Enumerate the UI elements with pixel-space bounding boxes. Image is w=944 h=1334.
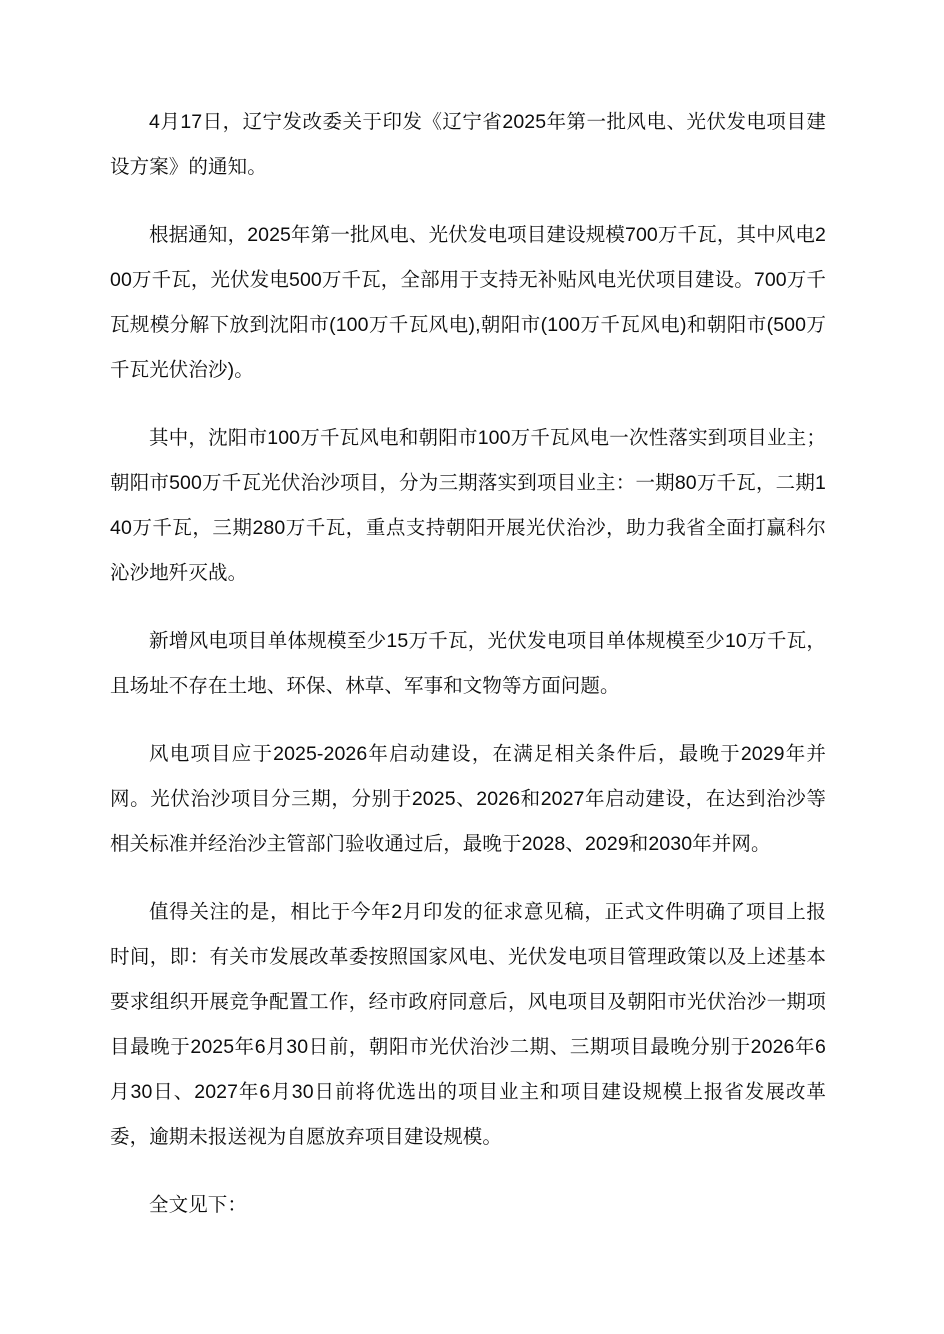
paragraph-minimum-project-size: 新增风电项目单体规模至少15万千瓦，光伏发电项目单体规模至少10万千瓦，且场址不存在土地、环保、林草、军事和文物等方面问题。 [110,630,826,697]
paragraph-reporting-deadlines: 值得关注的是，相比于今年2月印发的征求意见稿，正式文件明确了项目上报时间，即：有关市发展改革委按照国家风电、光伏发电项目管理政策以及上述基本要求组织开展竞争配置工作，经市政府同意后，风电项目及朝阳市光伏治沙一期项目最晚于2025年6月30日前，朝阳市光伏治沙二期、三期项目最晚分别于2026年6月30日、2027年6月30日前将优选出的项目业主和项目建设规模上报省发展改革委，逾期未报送视为自愿放弃项目建设规模。 [110,901,826,1148]
paragraph-construction-timeline: 风电项目应于2025-2026年启动建设，在满足相关条件后，最晚于2029年并网。光伏治沙项目分三期，分别于2025、2026和2027年启动建设，在达到治沙等相关标准并经治沙主管部门验收通过后，最晚于2028、2029和2030年并网。 [110,743,826,855]
paragraph-announcement-intro: 4月17日，辽宁发改委关于印发《辽宁省2025年第一批风电、光伏发电项目建设方案》的通知。 [110,111,826,178]
paragraph-total-scale: 根据通知，2025年第一批风电、光伏发电项目建设规模700万千瓦，其中风电200万千瓦，光伏发电500万千瓦，全部用于支持无补贴风电光伏项目建设。700万千瓦规模分解下放到沈阳市(100万千瓦风电),朝阳市(100万千瓦风电)和朝阳市(500万千瓦光伏治沙)。 [110,224,826,381]
paragraph-full-text-below: 全文见下： [149,1194,248,1216]
document-text-body [110,100,826,1228]
paragraph-allocation-phases: 其中，沈阳市100万千瓦风电和朝阳市100万千瓦风电一次性落实到项目业主；朝阳市500万千瓦光伏治沙项目，分为三期落实到项目业主：一期80万千瓦，二期140万千瓦，三期280万千瓦，重点支持朝阳开展光伏治沙，助力我省全面打赢科尔沁沙地歼灭战。 [110,427,826,584]
